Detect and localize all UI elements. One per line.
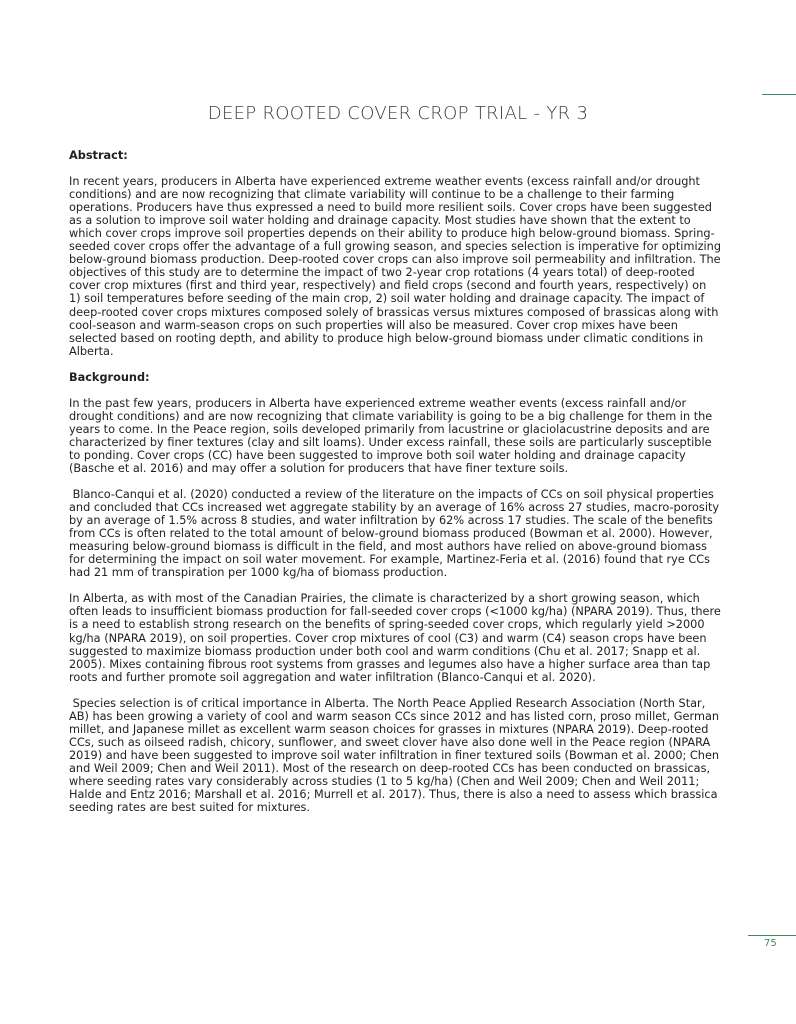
abstract-paragraph: In recent years, producers in Alberta have experienced extreme weather events (excess rainfall and/or drought conditions) and are now recognizing that climate variability will continue to be a challenge to their farming operations. Producers have thus expressed a need to build more resilient soils. Cover crops have been suggested as a solution to improve soil water holding and drainage capacity. Most studies have shown that the extent to which cover crops improve soil properties depends on their ability to produce high below-ground biomass. Spring-seeded cover crops offer the advantage of a full growing season, and species selection is imperative for optimizing below-ground biomass production. Deep-rooted cover crops can also improve soil permeability and infiltration. The objectives of this study are to determine the impact of two 2-year crop rotations (4 years total) of deep-rooted cover crop mixtures (first and third year, respectively) and field crops (second and fourth years, respectively) on 1) soil temperatures before seeding of the main crop, 2) soil water holding and drainage capacity. The impact of deep-rooted cover crops mixtures composed solely of brassicas versus mixtures composed of brassicas along with cool-season and warm-season crops on such properties will also be measured. Cover crop mixes have been selected based on rooting depth, and ability to produce high below-ground biomass under climatic conditions in Alberta. xyxy=(69,175,725,358)
page-number: 75 xyxy=(764,938,777,949)
background-heading: Background: xyxy=(69,370,150,384)
abstract-heading: Abstract: xyxy=(69,149,128,162)
background-paragraph-3: In Alberta, as with most of the Canadian Prairies, the climate is characterized by a short growing season, which often leads to insufficient biomass production for fall-seeded cover crops (<1000 kg/ha) (NPARA 2019). Thus, there is a need to establish strong research on the benefits of spring-seeded cover crops, which regularly yield >2000 kg/ha (NPARA 2019), on soil properties. Cover crop mixtures of cool (C3) and warm (C4) season crops have been suggested to maximize biomass production under both cool and warm conditions (Chu et al. 2017; Snapp et al. 2005). Mixes containing fibrous root systems from grasses and legumes also have a higher surface area than tap roots and further promote soil aggregation and water infiltration (Blanco-Canqui et al. 2020). xyxy=(69,592,725,684)
abstract-section xyxy=(69,149,725,358)
background-paragraph-2: Blanco-Canqui et al. (2020) conducted a review of the literature on the impacts of CCs on soil physical properties and concluded that CCs increased wet aggregate stability by an average of 16% across 27 studies, macro-porosity by an average of 1.5% across 8 studies, and water infiltration by 62% across 17 studies. The scale of the benefits from CCs is often related to the total amount of below-ground biomass produced (Bowman et al. 2000). However, measuring below-ground biomass is difficult in the field, and most authors have relied on above-ground biomass for determining the impact on soil water movement. For example, Martinez-Feria et al. (2016) found that rye CCs had 21 mm of transpiration per 1000 kg/ha of biomass production. xyxy=(69,488,723,580)
background-section xyxy=(69,370,725,815)
page-title: DEEP ROOTED COVER CROP TRIAL - YR 3 xyxy=(207,103,589,124)
background-paragraph-4: Species selection is of critical importance in Alberta. The North Peace Applied Research Association (North Star, AB) has been growing a variety of cool and warm season CCs since 2012 and has listed corn, proso millet, German millet, and Japanese millet as excellent warm season choices for grasses in mixtures (NPARA 2019). Deep-rooted CCs, such as oilseed radish, chicory, sunflower, and sweet clover have also done well in the Peace region (NPARA 2019) and have been suggested to improve soil water infiltration in finer textured soils (Bowman et al. 2000; Chen and Weil 2009; Chen and Weil 2011). Most of the research on deep-rooted CCs has been conducted on brassicas, where seeding rates vary considerably across studies (1 to 5 kg/ha) (Chen and Weil 2009; Chen and Weil 2011; Halde and Entz 2016; Marshall et al. 2016; Murrell et al. 2017). Thus, there is also a need to assess which brassica seeding rates are best suited for mixtures. xyxy=(69,696,723,815)
document-body xyxy=(69,149,725,827)
footer-accent-rule xyxy=(748,935,796,936)
header-accent-rule xyxy=(762,94,796,95)
background-paragraph-1: In the past few years, producers in Alberta have experienced extreme weather events (excess rainfall and/or drought conditions) and are now recognizing that climate variability is going to be a big challenge for them in the years to come. In the Peace region, soils developed primarily from lacustrine or glaciolacustrine deposits and are characterized by finer textures (clay and silt loams). Under excess rainfall, these soils are particularly susceptible to ponding. Cover crops (CC) have been suggested to improve both soil water holding and drainage capacity (Basche et al. 2016) and may offer a solution for producers that have finer texture soils. xyxy=(69,396,716,475)
